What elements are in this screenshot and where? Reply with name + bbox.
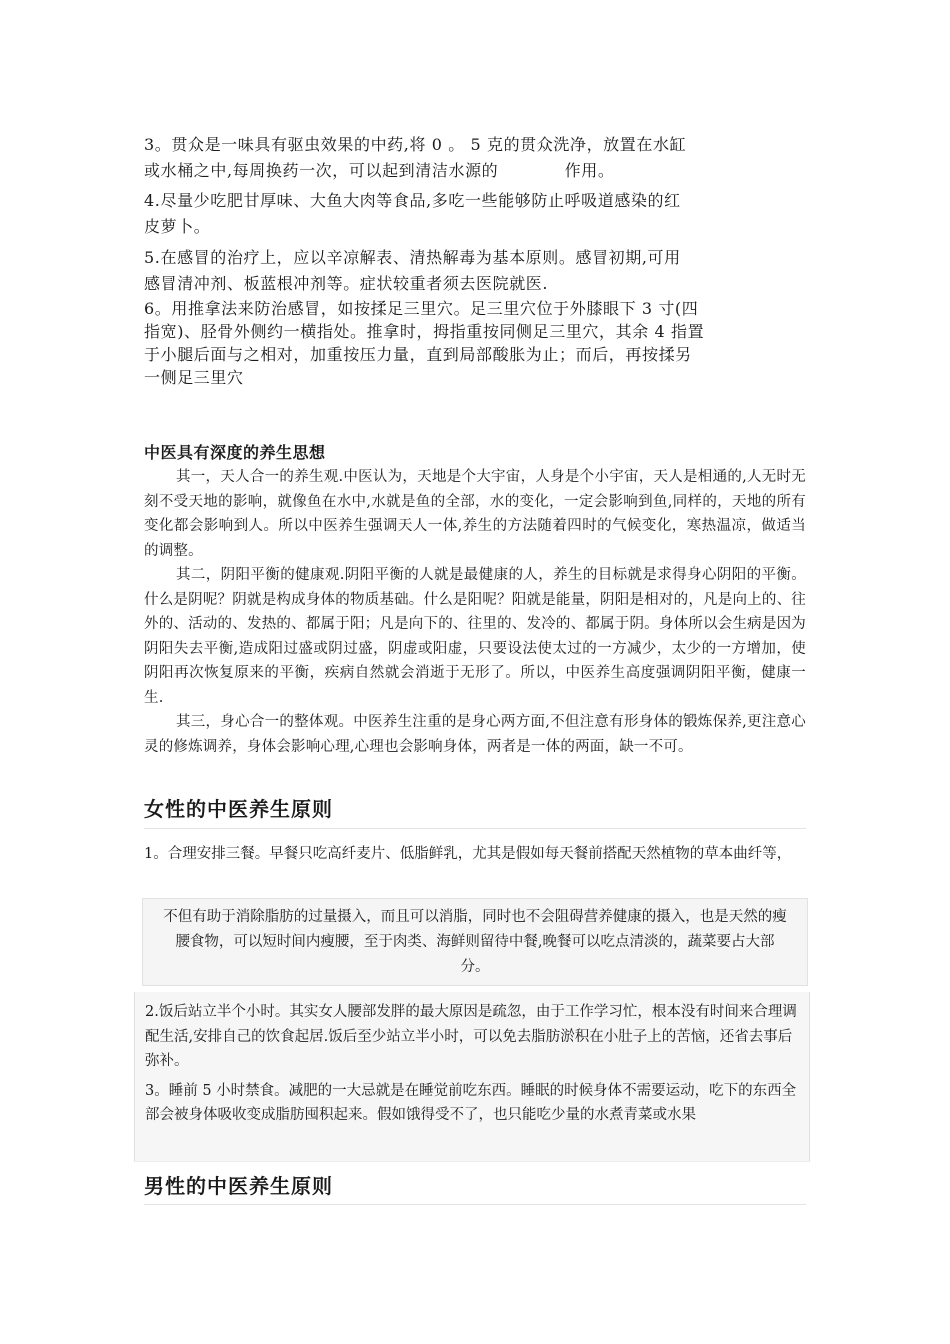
women-tip-2: 2.饭后站立半个小时。其实女人腰部发胖的最大原因是疏忽，由于工作学习忙，根本没有时间来合理调配生活,安排自己的饮食起居.饭后至少站立半小时，可以免去脂肪淤积在小肚子上的苦恼，还省去事后弥补。 [145, 1004, 797, 1069]
women-tips-box [134, 992, 810, 1162]
tip-3-line-1: 3。贯众是一味具有驱虫效果的中药,将 0 。 5 克的贯众洗净，放置在水缸 [144, 135, 687, 154]
tip-5-line-2: 感冒清冲剂、板蓝根冲剂等。症状较重者须去医院就医. [144, 274, 549, 293]
women-tip-1-quote: 不但有助于消除脂肪的过量摄入，而且可以消脂，同时也不会阻碍营养健康的摄入，也是天然的瘦腰食物，可以短时间内瘦腰，至于肉类、海鲜则留待中餐,晚餐可以吃点清淡的，蔬菜要占大部分。 [142, 898, 808, 986]
section-title-women: 女性的中医养生原则 [144, 797, 333, 821]
philosophy-para-1: 其一，天人合一的养生观.中医认为，天地是个大宇宙，人身是个小宇宙，天人是相通的,人无时无刻不受天地的影响，就像鱼在水中,水就是鱼的全部，水的变化，一定会影响到鱼,同样的，天地的所有变化都会影响到人。所以中医养生强调天人一体,养生的方法随着四时的气候变化，寒热温凉，做适当的调整。 [144, 469, 806, 559]
tip-4-line-2: 皮萝卜。 [144, 217, 211, 236]
tip-6 [144, 297, 824, 389]
women-tip-1: 1。合理安排三餐。早餐只吃高纤麦片、低脂鲜乳，尤其是假如每天餐前搭配天然植物的草本曲纤等， [144, 846, 792, 862]
section-title-men: 男性的中医养生原则 [144, 1174, 333, 1198]
tip-5 [144, 245, 824, 297]
tip-3 [144, 132, 824, 184]
section-title-philosophy: 中医具有深度的养生思想 [144, 443, 326, 462]
philosophy-para-3: 其三，身心合一的整体观。中医养生注重的是身心两方面,不但注意有形身体的锻炼保养,更注意心灵的修炼调养，身体会影响心理,心理也会影响身体，两者是一体的两面，缺一不可。 [144, 714, 806, 755]
tip-5-line-1: 5.在感冒的治疗上，应以辛凉解表、清热解毒为基本原则。感冒初期,可用 [144, 248, 681, 267]
tip-4 [144, 188, 824, 240]
tip-6-line-1: 6。用推拿法来防治感冒，如按揉足三里穴。足三里穴位于外膝眼下 3 寸(四 [144, 299, 699, 318]
women-tip-3: 3。睡前 5 小时禁食。减肥的一大忌就是在睡觉前吃东西。睡眠的时候身体不需要运动，吃下的东西全部会被身体吸收变成脂肪囤积起来。假如饿得受不了，也只能吃少量的水煮青菜或水果 [145, 1082, 797, 1123]
tip-3-line-2: 或水桶之中,每周换药一次，可以起到清洁水源的 作用。 [144, 161, 615, 180]
tip-6-line-3: 于小腿后面与之相对，加重按压力量，直到局部酸胀为止；而后，再按揉另 [144, 345, 692, 364]
tip-6-line-2: 指宽)、胫骨外侧约一横指处。推拿时，拇指重按同侧足三里穴，其余 4 指置 [144, 322, 705, 341]
tip-4-line-1: 4.尽量少吃肥甘厚味、大鱼大肉等食品,多吃一些能够防止呼吸道感染的红 [144, 191, 681, 210]
divider [144, 828, 806, 829]
divider [144, 1204, 806, 1205]
philosophy-body [144, 465, 806, 759]
philosophy-para-2: 其二，阴阳平衡的健康观.阴阳平衡的人就是最健康的人，养生的目标就是求得身心阴阳的平衡。什么是阴呢？阴就是构成身体的物质基础。什么是阳呢？阳就是能量，阴阳是相对的，凡是向上的、往外的、活动的、发热的、都属于阳；凡是向下的、往里的、发冷的、都属于阴。身体所以会生病是因为阴阳失去平衡,造成阳过盛或阴过盛，阴虚或阳虚，只要设法使太过的一方减少，太少的一方增加，使阴阳再次恢复原来的平衡，疾病自然就会消逝于无形了。所以，中医养生高度强调阴阳平衡，健康一生. [144, 567, 806, 706]
tip-6-line-4: 一侧足三里穴 [144, 368, 244, 387]
